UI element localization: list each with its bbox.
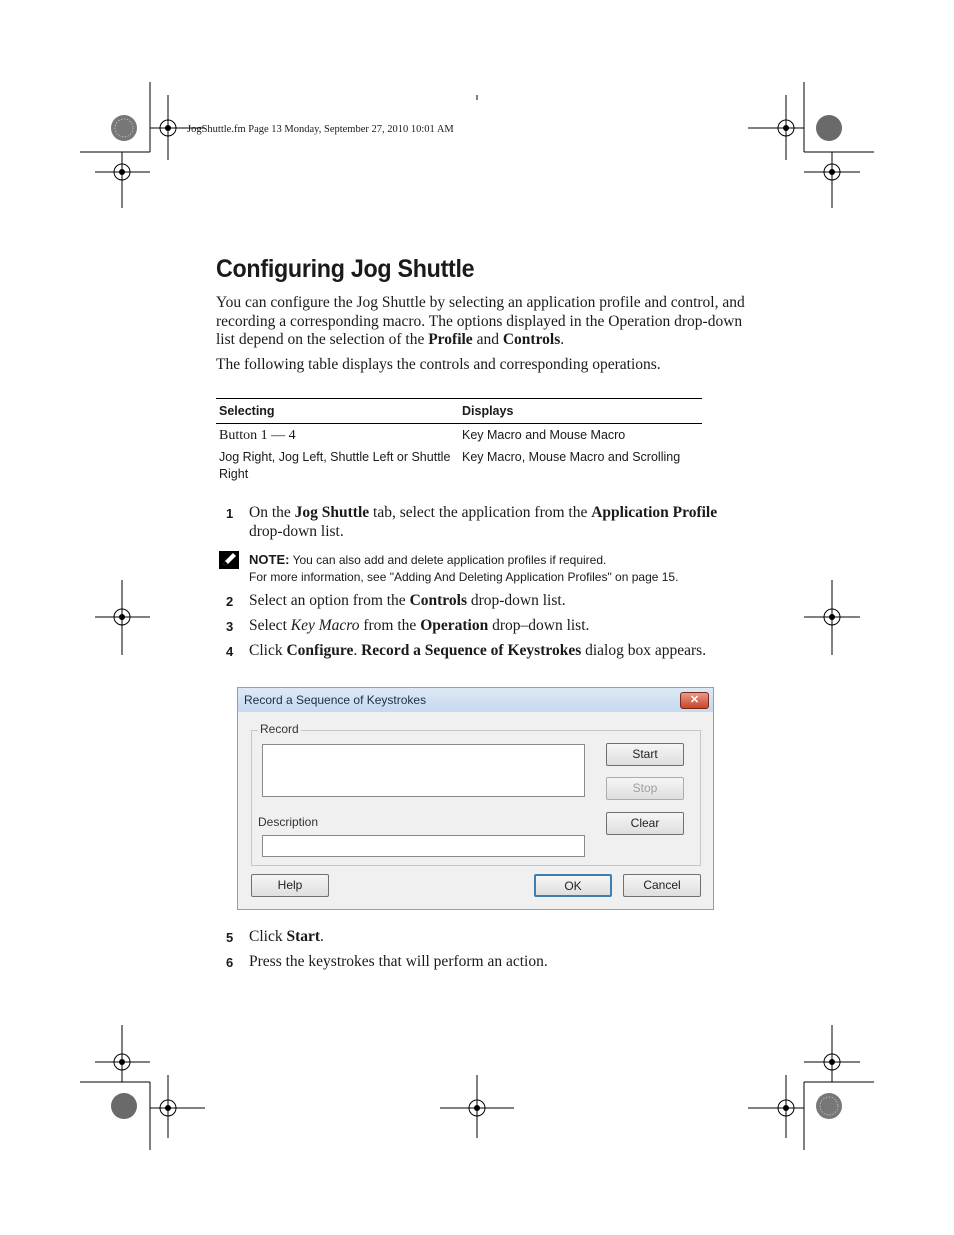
table-cell: Key Macro, Mouse Macro and Scrolling: [462, 450, 681, 464]
description-label: Description: [258, 815, 319, 829]
cancel-button[interactable]: Cancel: [623, 874, 701, 897]
file-header: JogShuttle.fm Page 13 Monday, September 27, 2010 10:01 AM: [187, 124, 454, 135]
start-button[interactable]: Start: [606, 743, 684, 766]
table-cell: Jog Right, Jog Left, Shuttle Left or Shuttle Right: [219, 450, 451, 481]
record-keystrokes-dialog: [237, 687, 714, 910]
help-button[interactable]: Help: [251, 874, 329, 897]
record-field[interactable]: [262, 744, 585, 797]
stop-button[interactable]: Stop: [606, 777, 684, 800]
table-row: [216, 424, 702, 449]
close-button[interactable]: ✕: [680, 692, 709, 709]
record-label: Record: [260, 722, 299, 736]
step-4: 4 Click Configure. Record a Sequence of Keystrokes dialog box appears.: [226, 642, 707, 659]
page-title: Configuring Jog Shuttle: [216, 255, 475, 283]
ok-button[interactable]: OK: [534, 874, 612, 897]
step-5: 5 Click Start.: [226, 928, 324, 945]
table-intro: The following table displays the controls and corresponding operations.: [216, 356, 661, 373]
note-pencil-icon: [219, 551, 239, 569]
header-displays: Displays: [462, 404, 514, 418]
table-header-row: [216, 398, 702, 424]
controls-table: [216, 398, 702, 483]
step-1: 1 On the Jog Shuttle tab, select the application from the Application Profile drop-down list.: [226, 504, 718, 540]
intro-paragraph: You can configure the Jog Shuttle by selecting an application profile and control, and recording a corresponding macro. The options displayed in the Operation drop-down list depend on the selection of the Profile and Controls.: [216, 294, 745, 348]
table-cell: Button 1 — 4: [219, 428, 296, 443]
dialog-title-bar: [238, 688, 713, 712]
step-2: 2 Select an option from the Controls drop-down list.: [226, 592, 566, 609]
clear-button[interactable]: Clear: [606, 812, 684, 835]
dialog-title: Record a Sequence of Keystrokes: [244, 693, 427, 707]
note: NOTE: You can also add and delete application profiles if required. For more information, see "Adding And Deleting Application Profiles" on page 15.: [249, 552, 679, 584]
header-selecting: Selecting: [219, 404, 275, 418]
step-6: 6 Press the keystrokes that will perform an action.: [226, 953, 548, 970]
step-3: 3 Select Key Macro from the Operation drop–down list.: [226, 617, 590, 634]
table-cell: Key Macro and Mouse Macro: [462, 428, 626, 442]
table-row: [216, 449, 702, 483]
description-field[interactable]: [262, 835, 585, 857]
